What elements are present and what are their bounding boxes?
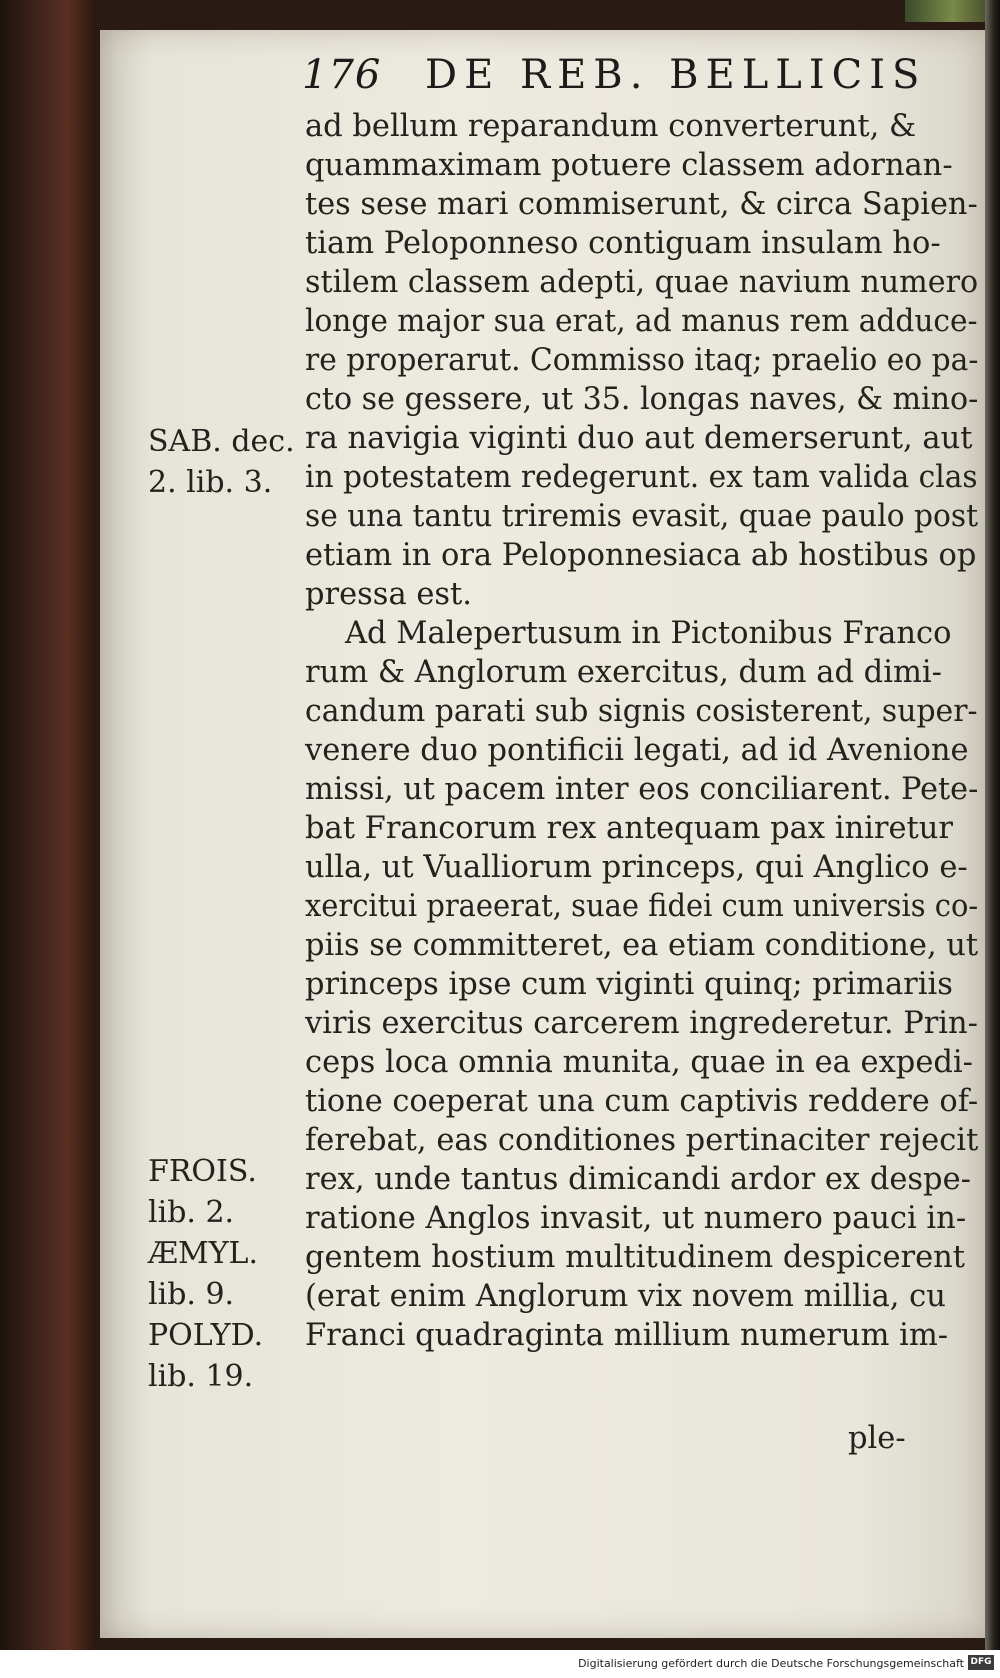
text-line: cto se gessere, ut 35. longas naves, & mino- — [305, 382, 979, 417]
text-line: rum & Anglorum exercitus, dum ad dimi- — [305, 655, 942, 690]
text-line: venere duo pontificii legati, ad id Avenione — [305, 733, 969, 768]
text-line: pressa est. — [305, 577, 472, 612]
text-line: gentem hostium multitudinem despicerent — [305, 1240, 966, 1275]
text-line: quammaximam potuere classem adornan- — [305, 148, 953, 183]
page-number: 176 — [302, 52, 382, 98]
text-line: longe major sua erat, ad manus rem adduce- — [305, 304, 978, 339]
margin-note: 2. lib. 3. — [148, 465, 273, 500]
text-line: tiam Peloponneso contiguam insulam ho- — [305, 226, 941, 261]
page-edge-shadow — [985, 0, 1000, 1650]
running-title: DE REB. BELLICIS — [425, 52, 927, 98]
text-line: rex, unde tantus dimicandi ardor ex despe- — [305, 1162, 971, 1197]
margin-note: lib. 2. — [148, 1195, 235, 1230]
margin-note: FROIS. — [148, 1154, 257, 1189]
text-line: tione coeperat una cum captivis reddere of- — [305, 1084, 979, 1119]
text-line: etiam in ora Peloponnesiaca ab hostibus op — [305, 538, 977, 573]
text-line-indented: Ad Malepertusum in Pictonibus Franco — [345, 616, 952, 651]
margin-note: lib. 19. — [148, 1359, 254, 1394]
dfg-logo: DFG — [968, 1655, 994, 1670]
margin-note: lib. 9. — [148, 1277, 235, 1312]
text-line: piis se committeret, ea etiam conditione, ut — [305, 928, 979, 963]
text-line: Franci quadraginta millium numerum im- — [305, 1318, 949, 1353]
margin-note: POLYD. — [148, 1318, 264, 1353]
text-line: in potestatem redegerunt. ex tam valida clas — [305, 460, 978, 495]
text-line: tes sese mari commiserunt, & circa Sapien- — [305, 187, 978, 222]
text-line: ceps loca omnia munita, quae in ea expedi- — [305, 1045, 973, 1080]
text-line: ferebat, eas conditiones pertinaciter rejecit — [305, 1123, 979, 1158]
text-line: candum parati sub signis cosisterent, super- — [305, 694, 978, 729]
text-line: bat Francorum rex antequam pax iniretur — [305, 811, 954, 846]
footer-bar — [0, 1650, 1000, 1678]
text-line: ad bellum reparandum converterunt, & — [305, 109, 917, 144]
text-line: ulla, ut Vualliorum princeps, qui Anglico e- — [305, 850, 968, 885]
text-line: ra navigia viginti duo aut demerserunt, aut — [305, 421, 973, 456]
margin-note: ÆMYL. — [148, 1236, 259, 1271]
text-line: ratione Anglos invasit, ut numero pauci in- — [305, 1201, 967, 1236]
text-line: xercitui praeerat, suae fidei cum universis co- — [305, 889, 979, 924]
text-line: missi, ut pacem inter eos conciliarent. Pete- — [305, 772, 979, 807]
text-line: stilem classem adepti, quae navium numero — [305, 265, 979, 300]
text-line: (erat enim Anglorum vix novem millia, cu — [305, 1279, 946, 1314]
text-line: se una tantu triremis evasit, quae paulo post — [305, 499, 979, 534]
book-binding — [0, 0, 95, 1650]
text-line: re properarut. Commisso itaq; praelio eo pa- — [305, 343, 979, 378]
footer-credit: Digitalisierung gefördert durch die Deutsche Forschungsgemeinschaft — [578, 1657, 964, 1670]
text-line: princeps ipse cum viginti quinq; primariis — [305, 967, 953, 1002]
catchword: ple- — [848, 1421, 906, 1456]
text-line: viris exercitus carcerem ingrederetur. Prin- — [305, 1006, 978, 1041]
margin-note: SAB. dec. — [148, 424, 295, 459]
